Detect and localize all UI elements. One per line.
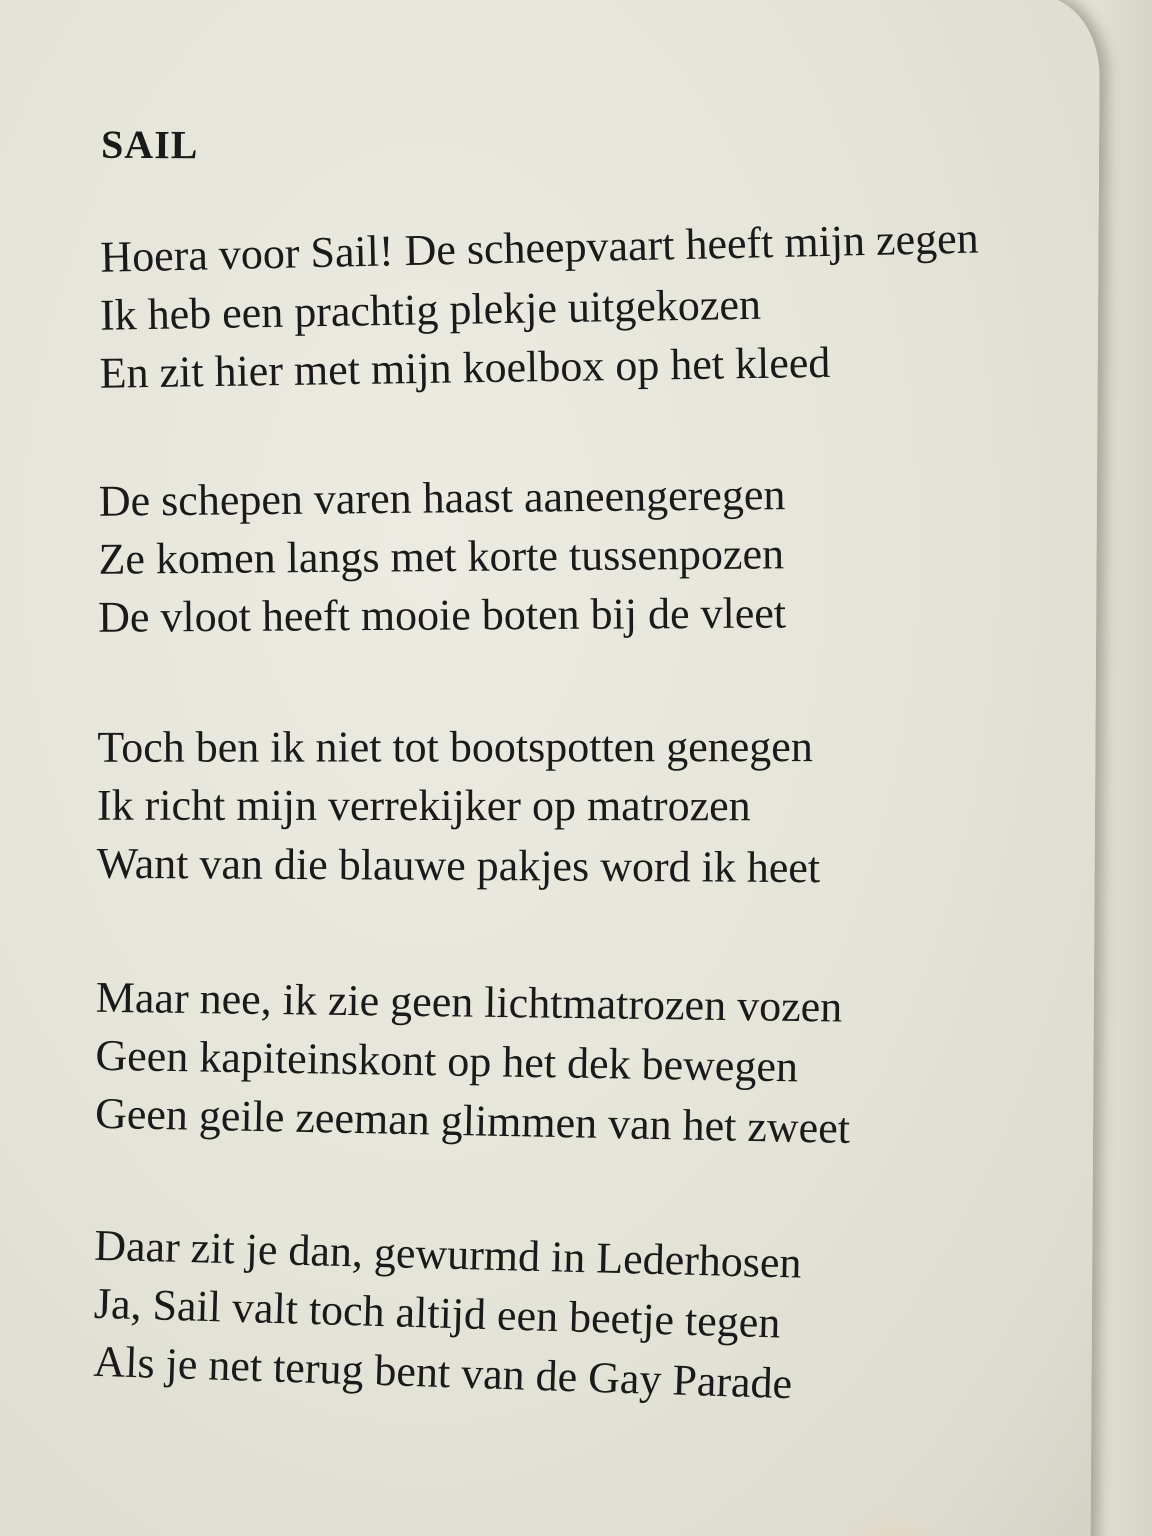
stanza-2 bbox=[98, 470, 787, 651]
poem-line: Ik richt mijn verrekijker op matrozen bbox=[96, 780, 751, 831]
stanza-5 bbox=[92, 1217, 803, 1409]
poem-line: Geen geile zeeman glimmen van het zweet bbox=[94, 1088, 851, 1153]
poem-line: Daar zit je dan, gewurmd in Lederhosen bbox=[93, 1220, 803, 1288]
stanza-4 bbox=[94, 969, 851, 1153]
poem-line: De schepen varen haast aaneengeregen bbox=[98, 470, 786, 526]
poem-line: Ik heb een prachtig plekje uitgekozen bbox=[99, 279, 762, 340]
poem-line: En zit hier met mijn koelbox op het kleed bbox=[99, 337, 831, 398]
stanza-1 bbox=[99, 213, 980, 408]
poem-line: Geen kapiteinskont op het dek bewegen bbox=[95, 1030, 799, 1092]
poem-line: Ze komen langs met korte tussenpozen bbox=[98, 529, 785, 584]
poem-line: Want van die blauwe pakjes word ik heet bbox=[96, 838, 821, 893]
poem-line: Als je net terug bent van de Gay Parade bbox=[92, 1336, 793, 1409]
poem bbox=[92, 111, 1081, 1409]
poem-line: Toch ben ik niet tot bootspotten genegen bbox=[97, 722, 813, 772]
poem-line: Ja, Sail valt toch altijd een beetje tegen bbox=[93, 1278, 782, 1348]
poem-title: SAIL bbox=[100, 121, 199, 168]
poem-line: Hoera voor Sail! De scheepvaart heeft mijn zegen bbox=[99, 213, 980, 282]
stanza-3 bbox=[96, 719, 821, 897]
poem-line: De vloot heeft mooie boten bij de vleet bbox=[98, 588, 787, 642]
poem-line: Maar nee, ik zie geen lichtmatrozen vozen bbox=[95, 972, 843, 1032]
light-glare bbox=[830, 1505, 950, 1536]
